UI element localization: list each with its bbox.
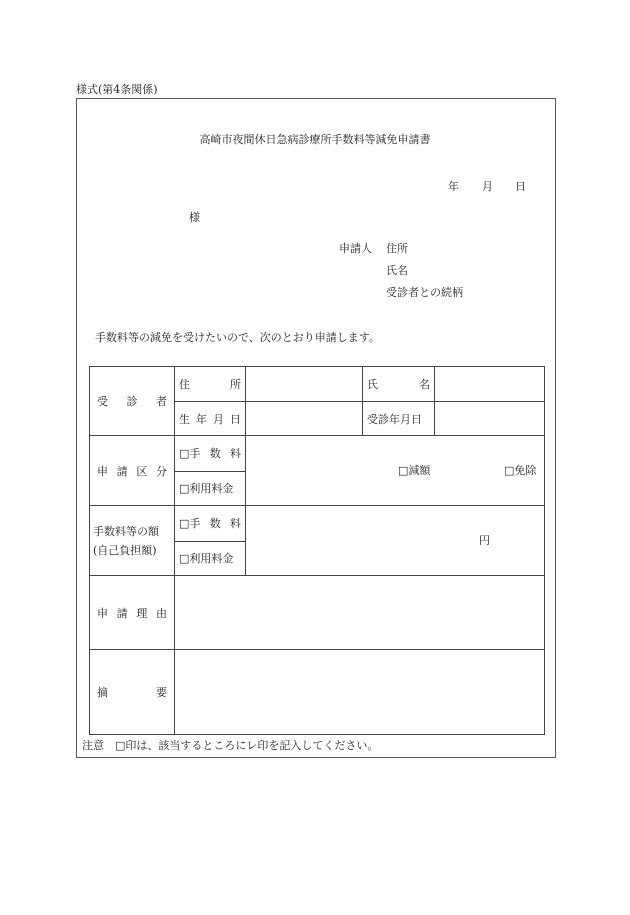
amount-label-cell: 手数料等の額 (自己負担額) (90, 506, 175, 576)
visit-date-label-cell: 受診年月日 (363, 402, 435, 436)
document-title: 高崎市夜間休日急病診療所手数料等減免申請書 (199, 133, 431, 146)
patient-birth-field[interactable] (246, 402, 363, 436)
amount-usage-fee-checkbox[interactable]: □利用料金 (175, 541, 246, 576)
patient-name-field[interactable] (435, 367, 545, 402)
reason-field[interactable] (175, 576, 545, 650)
intro-text: 手数料等の減免を受けたいので、次のとおり申請します。 (95, 331, 380, 344)
applicant-label: 申請人 (339, 242, 372, 255)
applicant-relation-label: 受診者との続柄 (386, 286, 463, 299)
category-usage-fee-checkbox[interactable]: □利用料金 (175, 471, 246, 506)
reason-label-cell: 申 請 理 由 (90, 576, 175, 650)
date-year-label: 年 (448, 180, 459, 193)
application-table (89, 366, 545, 735)
category-label-cell: 申 請 区 分 (90, 436, 175, 506)
yen-label: 円 (479, 534, 490, 547)
amount-fee-checkbox[interactable]: □手 数 料 (175, 506, 246, 542)
remarks-label-cell: 摘 要 (90, 650, 175, 735)
remarks-field[interactable] (175, 650, 545, 735)
reduction-checkbox[interactable]: □減額 (398, 464, 431, 477)
form-number-label: 様式(第4条関係) (76, 83, 158, 96)
applicant-address-label: 住所 (386, 242, 408, 255)
footer-note: 注意 □印は、該当するところにレ印を記入してください。 (82, 739, 379, 752)
amount-field[interactable] (246, 506, 545, 576)
patient-birth-label-cell: 生 年 月 日 (175, 402, 246, 436)
addressee-suffix: 様 (189, 211, 200, 224)
category-fee-checkbox[interactable]: □手 数 料 (175, 436, 246, 472)
date-month-label: 月 (482, 180, 493, 193)
patient-name-label-cell: 氏 名 (363, 367, 435, 402)
exemption-checkbox[interactable]: □免除 (504, 464, 537, 477)
category-choice-cell (246, 436, 545, 506)
date-day-label: 日 (515, 180, 526, 193)
patient-label-cell: 受 診 者 (90, 367, 175, 436)
visit-date-field[interactable] (435, 402, 545, 436)
applicant-name-label: 氏名 (386, 264, 408, 277)
patient-address-field[interactable] (246, 367, 363, 402)
patient-address-label-cell: 住 所 (175, 367, 246, 402)
